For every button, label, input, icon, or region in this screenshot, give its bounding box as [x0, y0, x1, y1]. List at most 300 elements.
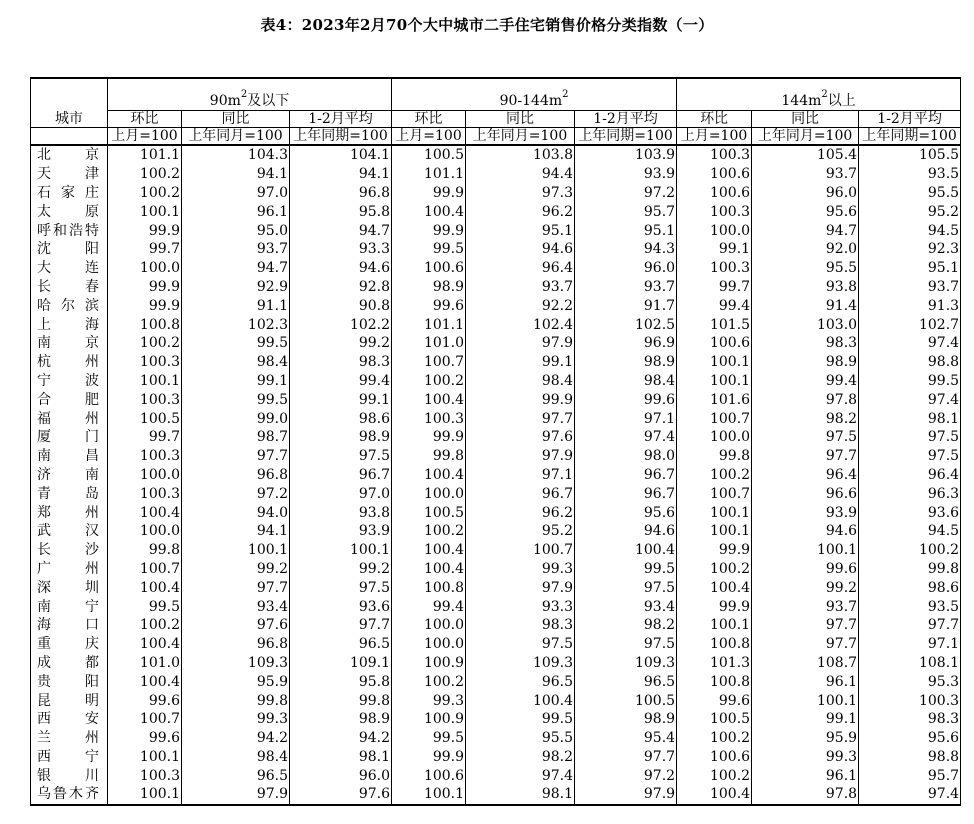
sub-header-mom: 环比 — [392, 111, 466, 128]
index-value-cell: 100.3 — [677, 259, 752, 278]
index-value-cell: 95.1 — [466, 221, 575, 240]
index-value-cell: 99.9 — [466, 390, 575, 409]
index-value-cell: 96.1 — [752, 766, 859, 785]
index-value-cell: 97.5 — [575, 635, 677, 654]
city-name-cell: 福州 — [31, 409, 108, 428]
index-value-cell: 94.6 — [290, 259, 392, 278]
index-value-cell: 100.7 — [677, 409, 752, 428]
sub-header-avg: 1-2月平均 — [290, 111, 392, 128]
index-value-cell: 92.9 — [182, 278, 290, 297]
index-value-cell: 96.5 — [575, 672, 677, 691]
index-value-cell: 100.5 — [677, 710, 752, 729]
index-value-cell: 96.5 — [182, 766, 290, 785]
index-value-cell: 100.4 — [392, 202, 466, 221]
index-value-cell: 97.7 — [290, 616, 392, 635]
table-row — [31, 635, 961, 654]
index-value-cell: 93.7 — [752, 165, 859, 184]
city-name-cell: 厦门 — [31, 428, 108, 447]
index-value-cell: 93.7 — [859, 278, 961, 297]
index-value-cell: 92.8 — [290, 278, 392, 297]
city-name-cell: 北京 — [31, 145, 108, 165]
city-name-cell: 银川 — [31, 766, 108, 785]
index-value-cell: 93.7 — [575, 278, 677, 297]
index-value-cell: 97.1 — [466, 466, 575, 485]
index-value-cell: 100.1 — [677, 522, 752, 541]
index-value-cell: 97.9 — [182, 785, 290, 805]
index-value-cell: 100.3 — [677, 202, 752, 221]
index-value-cell: 100.4 — [466, 691, 575, 710]
index-value-cell: 97.7 — [859, 616, 961, 635]
index-value-cell: 99.7 — [108, 240, 182, 259]
index-value-cell: 103.9 — [575, 145, 677, 165]
index-value-cell: 98.4 — [466, 372, 575, 391]
index-value-cell: 98.3 — [466, 616, 575, 635]
index-value-cell: 99.3 — [392, 691, 466, 710]
table-row — [31, 202, 961, 221]
index-value-cell: 99.4 — [752, 372, 859, 391]
index-value-cell: 109.1 — [290, 654, 392, 673]
index-value-cell: 105.5 — [859, 145, 961, 165]
index-value-cell: 97.0 — [182, 184, 290, 203]
table-row — [31, 372, 961, 391]
index-value-cell: 96.5 — [290, 635, 392, 654]
index-value-cell: 100.0 — [677, 428, 752, 447]
table-row — [31, 541, 961, 560]
table-row — [31, 672, 961, 691]
index-value-cell: 99.6 — [575, 390, 677, 409]
index-value-cell: 93.9 — [752, 503, 859, 522]
index-value-cell: 94.7 — [290, 221, 392, 240]
index-value-cell: 99.9 — [392, 748, 466, 767]
index-value-cell: 100.1 — [108, 785, 182, 805]
base-header-prev-year-period: 上年同期=100 — [859, 128, 961, 146]
index-value-cell: 103.8 — [466, 145, 575, 165]
index-value-cell: 100.8 — [108, 315, 182, 334]
index-value-cell: 98.9 — [290, 428, 392, 447]
table-row — [31, 484, 961, 503]
index-value-cell: 98.4 — [182, 748, 290, 767]
city-name-cell: 太原 — [31, 202, 108, 221]
index-value-cell: 96.9 — [575, 334, 677, 353]
index-value-cell: 96.4 — [466, 259, 575, 278]
index-value-cell: 92.3 — [859, 240, 961, 259]
index-value-cell: 96.7 — [290, 466, 392, 485]
index-value-cell: 100.4 — [392, 390, 466, 409]
index-value-cell: 93.6 — [290, 597, 392, 616]
city-name-cell: 青岛 — [31, 484, 108, 503]
index-value-cell: 100.2 — [677, 560, 752, 579]
index-value-cell: 95.9 — [182, 672, 290, 691]
index-value-cell: 100.2 — [108, 184, 182, 203]
index-value-cell: 97.1 — [859, 635, 961, 654]
city-name-cell: 昆明 — [31, 691, 108, 710]
index-value-cell: 100.7 — [108, 710, 182, 729]
index-value-cell: 100.9 — [392, 654, 466, 673]
index-value-cell: 96.7 — [466, 484, 575, 503]
index-value-cell: 101.5 — [677, 315, 752, 334]
index-value-cell: 96.1 — [752, 672, 859, 691]
index-value-cell: 100.7 — [677, 484, 752, 503]
index-value-cell: 104.3 — [182, 145, 290, 165]
index-value-cell: 97.3 — [466, 184, 575, 203]
city-name-cell: 上海 — [31, 315, 108, 334]
city-name-cell: 成都 — [31, 654, 108, 673]
index-value-cell: 100.1 — [182, 541, 290, 560]
table-row — [31, 259, 961, 278]
index-value-cell: 93.6 — [859, 503, 961, 522]
index-value-cell: 100.4 — [108, 578, 182, 597]
index-value-cell: 99.2 — [290, 334, 392, 353]
index-value-cell: 94.5 — [859, 522, 961, 541]
index-value-cell: 100.4 — [575, 541, 677, 560]
index-value-cell: 94.2 — [182, 729, 290, 748]
index-value-cell: 100.4 — [108, 635, 182, 654]
index-value-cell: 96.6 — [752, 484, 859, 503]
index-value-cell: 98.6 — [859, 578, 961, 597]
index-value-cell: 100.7 — [108, 560, 182, 579]
index-value-cell: 99.1 — [752, 710, 859, 729]
index-value-cell: 98.9 — [290, 710, 392, 729]
index-value-cell: 100.1 — [677, 353, 752, 372]
index-value-cell: 100.0 — [108, 522, 182, 541]
index-value-cell: 96.8 — [182, 635, 290, 654]
index-value-cell: 99.5 — [859, 372, 961, 391]
index-value-cell: 101.6 — [677, 390, 752, 409]
index-value-cell: 97.6 — [182, 616, 290, 635]
index-value-cell: 96.0 — [575, 259, 677, 278]
table-row — [31, 597, 961, 616]
index-value-cell: 97.5 — [575, 578, 677, 597]
table-row — [31, 710, 961, 729]
index-value-cell: 100.6 — [677, 748, 752, 767]
index-value-cell: 99.8 — [677, 447, 752, 466]
index-value-cell: 100.0 — [392, 484, 466, 503]
index-value-cell: 99.8 — [108, 541, 182, 560]
city-name-cell: 合肥 — [31, 390, 108, 409]
index-value-cell: 99.2 — [290, 560, 392, 579]
index-value-cell: 93.5 — [859, 597, 961, 616]
base-header-prev-year-month: 上年同月=100 — [752, 128, 859, 146]
index-value-cell: 96.1 — [182, 202, 290, 221]
index-value-cell: 97.2 — [182, 484, 290, 503]
index-value-cell: 99.2 — [182, 560, 290, 579]
index-value-cell: 98.8 — [859, 748, 961, 767]
index-value-cell: 99.5 — [466, 710, 575, 729]
city-name-cell: 宁波 — [31, 372, 108, 391]
index-value-cell: 97.6 — [466, 428, 575, 447]
index-value-cell: 100.1 — [677, 503, 752, 522]
base-header-prev-year-period: 上年同期=100 — [290, 128, 392, 146]
index-value-cell: 95.2 — [466, 522, 575, 541]
index-value-cell: 97.4 — [859, 334, 961, 353]
index-value-cell: 95.5 — [752, 259, 859, 278]
index-value-cell: 99.1 — [677, 240, 752, 259]
city-name-cell: 南宁 — [31, 597, 108, 616]
index-value-cell: 93.8 — [290, 503, 392, 522]
index-value-cell: 93.3 — [466, 597, 575, 616]
table-row — [31, 165, 961, 184]
index-value-cell: 100.2 — [677, 766, 752, 785]
index-value-cell: 100.6 — [392, 259, 466, 278]
index-value-cell: 100.3 — [392, 409, 466, 428]
index-value-cell: 100.1 — [752, 541, 859, 560]
index-value-cell: 97.9 — [466, 578, 575, 597]
index-value-cell: 100.1 — [108, 202, 182, 221]
table-row — [31, 296, 961, 315]
index-value-cell: 100.2 — [392, 672, 466, 691]
city-name-cell: 广州 — [31, 560, 108, 579]
index-value-cell: 97.7 — [182, 578, 290, 597]
table-header — [31, 78, 961, 145]
table-row — [31, 748, 961, 767]
index-value-cell: 95.7 — [575, 202, 677, 221]
index-value-cell: 95.8 — [290, 672, 392, 691]
index-value-cell: 98.2 — [752, 409, 859, 428]
index-value-cell: 99.9 — [677, 597, 752, 616]
index-value-cell: 99.8 — [182, 691, 290, 710]
table-row — [31, 729, 961, 748]
index-value-cell: 102.4 — [466, 315, 575, 334]
index-value-cell: 94.6 — [575, 522, 677, 541]
sub-header-avg: 1-2月平均 — [575, 111, 677, 128]
table-row — [31, 766, 961, 785]
group-header-large: $144m^2$以上 — [677, 78, 961, 111]
index-value-cell: 93.4 — [575, 597, 677, 616]
index-value-cell: 98.3 — [859, 710, 961, 729]
index-value-cell: 95.3 — [859, 672, 961, 691]
index-value-cell: 91.3 — [859, 296, 961, 315]
index-value-cell: 100.3 — [108, 353, 182, 372]
index-value-cell: 98.9 — [575, 353, 677, 372]
sub-header-mom: 环比 — [677, 111, 752, 128]
index-value-cell: 99.3 — [466, 560, 575, 579]
table-row — [31, 522, 961, 541]
index-value-cell: 100.6 — [392, 766, 466, 785]
index-value-cell: 99.8 — [859, 560, 961, 579]
index-value-cell: 94.0 — [182, 503, 290, 522]
index-value-cell: 97.7 — [182, 447, 290, 466]
index-value-cell: 98.3 — [752, 334, 859, 353]
index-value-cell: 100.6 — [677, 165, 752, 184]
index-value-cell: 93.9 — [575, 165, 677, 184]
index-value-cell: 99.6 — [108, 691, 182, 710]
city-name-cell: 石家庄 — [31, 184, 108, 203]
table-body — [31, 145, 961, 805]
index-value-cell: 98.9 — [392, 278, 466, 297]
index-value-cell: 95.5 — [466, 729, 575, 748]
index-value-cell: 94.1 — [182, 165, 290, 184]
index-value-cell: 102.7 — [859, 315, 961, 334]
index-value-cell: 93.3 — [290, 240, 392, 259]
index-value-cell: 99.2 — [752, 578, 859, 597]
table-row — [31, 466, 961, 485]
index-value-cell: 109.3 — [575, 654, 677, 673]
index-value-cell: 100.2 — [108, 616, 182, 635]
table-row — [31, 390, 961, 409]
index-value-cell: 98.2 — [575, 616, 677, 635]
index-value-cell: 108.7 — [752, 654, 859, 673]
table-row — [31, 578, 961, 597]
index-value-cell: 98.4 — [575, 372, 677, 391]
index-value-cell: 100.5 — [392, 503, 466, 522]
index-value-cell: 100.0 — [108, 466, 182, 485]
index-value-cell: 100.4 — [677, 785, 752, 805]
index-value-cell: 103.0 — [752, 315, 859, 334]
index-value-cell: 100.2 — [392, 372, 466, 391]
index-value-cell: 93.7 — [752, 597, 859, 616]
city-name-cell: 大连 — [31, 259, 108, 278]
index-value-cell: 96.7 — [575, 466, 677, 485]
index-value-cell: 94.1 — [290, 165, 392, 184]
index-value-cell: 100.1 — [752, 691, 859, 710]
base-header-prev-year-month: 上年同月=100 — [466, 128, 575, 146]
index-value-cell: 99.7 — [108, 428, 182, 447]
index-value-cell: 100.6 — [677, 184, 752, 203]
index-value-cell: 93.5 — [859, 165, 961, 184]
index-value-cell: 93.7 — [466, 278, 575, 297]
index-value-cell: 101.0 — [392, 334, 466, 353]
index-value-cell: 95.6 — [752, 202, 859, 221]
city-name-cell: 兰州 — [31, 729, 108, 748]
table-row — [31, 240, 961, 259]
index-value-cell: 97.9 — [575, 785, 677, 805]
index-value-cell: 100.7 — [392, 353, 466, 372]
index-value-cell: 100.2 — [108, 334, 182, 353]
table-row — [31, 560, 961, 579]
index-value-cell: 99.9 — [108, 221, 182, 240]
index-value-cell: 100.4 — [677, 578, 752, 597]
table-row — [31, 315, 961, 334]
table-row — [31, 428, 961, 447]
city-name-cell: 济南 — [31, 466, 108, 485]
index-value-cell: 97.7 — [575, 748, 677, 767]
index-value-cell: 98.4 — [182, 353, 290, 372]
index-value-cell: 100.2 — [677, 466, 752, 485]
index-value-cell: 95.1 — [859, 259, 961, 278]
index-value-cell: 100.1 — [677, 372, 752, 391]
index-value-cell: 109.3 — [182, 654, 290, 673]
index-value-cell: 97.5 — [290, 578, 392, 597]
index-value-cell: 100.8 — [677, 672, 752, 691]
index-value-cell: 93.8 — [752, 278, 859, 297]
sub-header-yoy: 同比 — [182, 111, 290, 128]
table-row — [31, 221, 961, 240]
index-value-cell: 98.8 — [859, 353, 961, 372]
city-name-cell: 杭州 — [31, 353, 108, 372]
index-value-cell: 99.3 — [752, 748, 859, 767]
city-name-cell: 重庆 — [31, 635, 108, 654]
index-value-cell: 95.6 — [859, 729, 961, 748]
index-value-cell: 100.3 — [108, 390, 182, 409]
index-value-cell: 96.0 — [290, 766, 392, 785]
table-row — [31, 654, 961, 673]
index-value-cell: 91.7 — [575, 296, 677, 315]
index-value-cell: 98.1 — [466, 785, 575, 805]
index-value-cell: 97.0 — [290, 484, 392, 503]
index-value-cell: 93.9 — [290, 522, 392, 541]
index-value-cell: 92.0 — [752, 240, 859, 259]
index-value-cell: 97.4 — [466, 766, 575, 785]
city-name-cell: 西宁 — [31, 748, 108, 767]
base-header-prev-year-month: 上年同月=100 — [182, 128, 290, 146]
index-value-cell: 97.9 — [466, 334, 575, 353]
index-value-cell: 99.6 — [108, 729, 182, 748]
index-value-cell: 99.5 — [575, 560, 677, 579]
city-name-cell: 郑州 — [31, 503, 108, 522]
index-value-cell: 94.1 — [182, 522, 290, 541]
sub-header-yoy: 同比 — [466, 111, 575, 128]
base-header-prev-year-period: 上年同期=100 — [575, 128, 677, 146]
table-row — [31, 184, 961, 203]
city-name-cell: 呼和浩特 — [31, 221, 108, 240]
index-value-cell: 98.1 — [290, 748, 392, 767]
index-value-cell: 100.4 — [108, 672, 182, 691]
index-value-cell: 97.7 — [752, 635, 859, 654]
index-value-cell: 99.9 — [392, 428, 466, 447]
index-value-cell: 98.0 — [575, 447, 677, 466]
index-value-cell: 97.7 — [752, 447, 859, 466]
index-value-cell: 102.2 — [290, 315, 392, 334]
index-value-cell: 96.4 — [752, 466, 859, 485]
index-value-cell: 94.2 — [290, 729, 392, 748]
sub-header-mom: 环比 — [108, 111, 182, 128]
index-value-cell: 99.7 — [677, 278, 752, 297]
index-value-cell: 100.4 — [108, 503, 182, 522]
index-value-cell: 99.0 — [182, 409, 290, 428]
city-name-cell: 天津 — [31, 165, 108, 184]
index-value-cell: 105.4 — [752, 145, 859, 165]
index-value-cell: 97.8 — [752, 785, 859, 805]
index-value-cell: 96.7 — [575, 484, 677, 503]
index-value-cell: 97.4 — [575, 428, 677, 447]
index-value-cell: 100.4 — [392, 466, 466, 485]
index-value-cell: 96.4 — [859, 466, 961, 485]
index-value-cell: 100.0 — [392, 616, 466, 635]
index-value-cell: 94.5 — [859, 221, 961, 240]
index-value-cell: 99.3 — [182, 710, 290, 729]
index-value-cell: 100.2 — [108, 165, 182, 184]
index-value-cell: 97.7 — [752, 616, 859, 635]
index-value-cell: 109.3 — [466, 654, 575, 673]
index-value-cell: 95.8 — [290, 202, 392, 221]
index-value-cell: 94.6 — [466, 240, 575, 259]
index-value-cell: 102.3 — [182, 315, 290, 334]
index-value-cell: 96.2 — [466, 202, 575, 221]
index-value-cell: 96.0 — [752, 184, 859, 203]
index-value-cell: 108.1 — [859, 654, 961, 673]
city-name-cell: 乌鲁木齐 — [31, 785, 108, 805]
index-value-cell: 96.8 — [182, 466, 290, 485]
index-value-cell: 94.7 — [752, 221, 859, 240]
index-value-cell: 101.1 — [392, 165, 466, 184]
index-value-cell: 97.6 — [290, 785, 392, 805]
index-value-cell: 97.4 — [859, 785, 961, 805]
index-value-cell: 94.6 — [752, 522, 859, 541]
index-value-cell: 99.1 — [182, 372, 290, 391]
index-value-cell: 99.9 — [108, 296, 182, 315]
index-value-cell: 99.8 — [392, 447, 466, 466]
index-value-cell: 90.8 — [290, 296, 392, 315]
index-value-cell: 101.1 — [392, 315, 466, 334]
index-value-cell: 100.2 — [677, 729, 752, 748]
index-value-cell: 102.5 — [575, 315, 677, 334]
sub-header-avg: 1-2月平均 — [859, 111, 961, 128]
table-row — [31, 278, 961, 297]
index-value-cell: 98.2 — [466, 748, 575, 767]
index-value-cell: 96.2 — [466, 503, 575, 522]
index-value-cell: 100.3 — [859, 691, 961, 710]
index-value-cell: 97.1 — [575, 409, 677, 428]
